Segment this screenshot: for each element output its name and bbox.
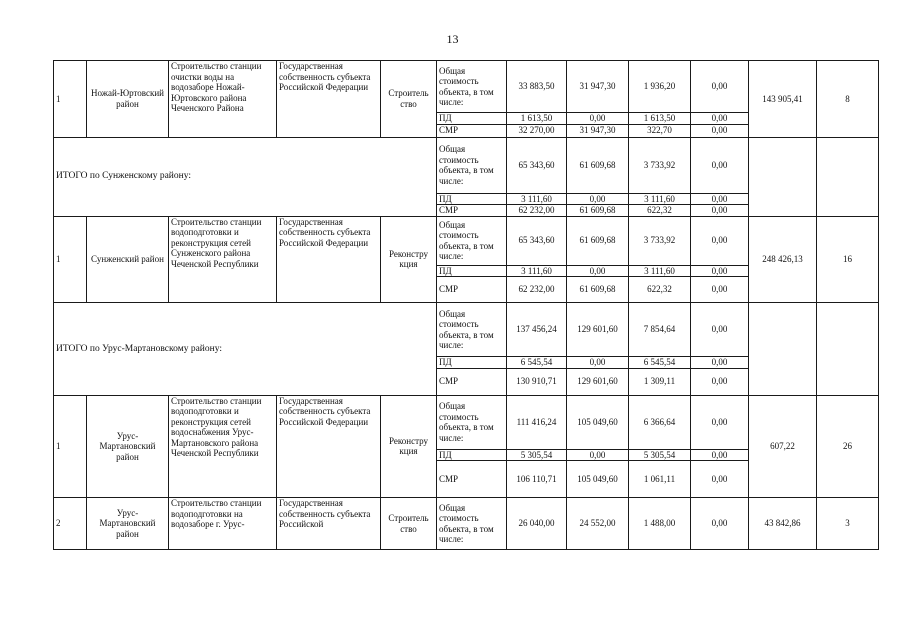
pd-value: 3 111,60 (629, 193, 691, 205)
total-value: 7 854,64 (629, 303, 691, 357)
total-label: Общая стоимость объекта, в том числе: (437, 216, 507, 265)
total-label: Общая стоимость объекта, в том числе: (437, 303, 507, 357)
total-value: 1 488,00 (629, 498, 691, 550)
total-label: Общая стоимость объекта, в том числе: (437, 395, 507, 449)
total-label: Общая стоимость объекта, в том числе: (437, 61, 507, 113)
pd-value: 0,00 (567, 265, 629, 277)
total-value: 3 733,92 (629, 216, 691, 265)
count-cell (817, 137, 879, 216)
smr-value: 106 110,71 (507, 461, 567, 498)
table-row (54, 137, 879, 193)
pd-value: 5 305,54 (507, 449, 567, 461)
district-cell: Урус-Мартановский район (87, 498, 169, 550)
count-cell (817, 303, 879, 396)
pd-value: 3 111,60 (507, 265, 567, 277)
smr-value: 1 061,11 (629, 461, 691, 498)
smr-value: 0,00 (691, 368, 749, 395)
work-type-cell: Строитель ство (381, 498, 437, 550)
pd-value: 6 545,54 (507, 357, 567, 369)
row-number: 1 (54, 61, 87, 138)
total-value: 65 343,60 (507, 216, 567, 265)
pd-value: 0,00 (691, 357, 749, 369)
ownership-cell: Государственная собственность субъекта Российской Федерации (277, 216, 381, 303)
total-value: 1 936,20 (629, 61, 691, 113)
pd-value: 0,00 (691, 193, 749, 205)
smr-value: 0,00 (691, 205, 749, 217)
total-value: 0,00 (691, 498, 749, 550)
ownership-cell: Государственная собственность субъекта Российской Федерации (277, 395, 381, 498)
summary-label: ИТОГО по Урус-Мартановскому району: (54, 303, 437, 396)
total-value: 111 416,24 (507, 395, 567, 449)
smr-value: 622,32 (629, 205, 691, 217)
smr-value: 0,00 (691, 124, 749, 137)
smr-value: 31 947,30 (567, 124, 629, 137)
capacity-cell: 607,22 (749, 395, 817, 498)
page-number: 13 (446, 32, 459, 46)
total-value: 0,00 (691, 395, 749, 449)
smr-value: 32 270,00 (507, 124, 567, 137)
count-cell: 3 (817, 498, 879, 550)
total-value: 24 552,00 (567, 498, 629, 550)
pd-value: 0,00 (567, 449, 629, 461)
pd-value: 0,00 (567, 193, 629, 205)
pd-label: ПД (437, 113, 507, 125)
smr-value: 322,70 (629, 124, 691, 137)
smr-value: 105 049,60 (567, 461, 629, 498)
capacity-cell (749, 137, 817, 216)
count-cell: 26 (817, 395, 879, 498)
pd-value: 3 111,60 (507, 193, 567, 205)
summary-label: ИТОГО по Сунженскому району: (54, 137, 437, 216)
smr-label: СМР (437, 461, 507, 498)
ownership-cell: Государственная собственность субъекта Российской (277, 498, 381, 550)
pd-label: ПД (437, 265, 507, 277)
object-name-cell: Строительство станции водоподготовки и реконструкция сетей Сунженского района Чеченской Республики (169, 216, 277, 303)
smr-label: СМР (437, 124, 507, 137)
total-value: 3 733,92 (629, 137, 691, 193)
table-row (54, 216, 879, 265)
row-number: 1 (54, 216, 87, 303)
pd-value: 0,00 (567, 113, 629, 125)
object-name-cell: Строительство станции водоподготовки и реконструкция сетей водоснабжения Урус-Мартановского района Чеченской Республики (169, 395, 277, 498)
pd-value: 6 545,54 (629, 357, 691, 369)
total-label: Общая стоимость объекта, в том числе: (437, 498, 507, 550)
work-type-cell: Реконстру кция (381, 395, 437, 498)
pd-value: 3 111,60 (629, 265, 691, 277)
work-type-cell: Реконстру кция (381, 216, 437, 303)
count-cell: 16 (817, 216, 879, 303)
total-value: 26 040,00 (507, 498, 567, 550)
total-value: 0,00 (691, 61, 749, 113)
district-cell: Сунженский район (87, 216, 169, 303)
pd-label: ПД (437, 357, 507, 369)
count-cell: 8 (817, 61, 879, 138)
district-cell: Урус-Мартановский район (87, 395, 169, 498)
total-value: 33 883,50 (507, 61, 567, 113)
smr-value: 129 601,60 (567, 368, 629, 395)
pd-value: 0,00 (691, 449, 749, 461)
capacity-cell: 248 426,13 (749, 216, 817, 303)
pd-value: 1 613,50 (629, 113, 691, 125)
pd-value: 1 613,50 (507, 113, 567, 125)
total-value: 137 456,24 (507, 303, 567, 357)
total-value: 0,00 (691, 303, 749, 357)
pd-label: ПД (437, 449, 507, 461)
total-value: 0,00 (691, 137, 749, 193)
smr-value: 61 609,68 (567, 205, 629, 217)
pd-value: 5 305,54 (629, 449, 691, 461)
table-row (54, 498, 879, 550)
row-number: 2 (54, 498, 87, 550)
smr-label: СМР (437, 277, 507, 303)
smr-value: 61 609,68 (567, 277, 629, 303)
total-value: 65 343,60 (507, 137, 567, 193)
smr-label: СМР (437, 205, 507, 217)
table-row (54, 303, 879, 357)
capacity-cell (749, 303, 817, 396)
total-value: 61 609,68 (567, 216, 629, 265)
total-value: 0,00 (691, 216, 749, 265)
total-value: 6 366,64 (629, 395, 691, 449)
row-number: 1 (54, 395, 87, 498)
smr-value: 130 910,71 (507, 368, 567, 395)
investment-table (53, 60, 879, 550)
smr-value: 0,00 (691, 277, 749, 303)
smr-label: СМР (437, 368, 507, 395)
district-cell: Ножай-Юртовский район (87, 61, 169, 138)
smr-value: 62 232,00 (507, 205, 567, 217)
total-value: 31 947,30 (567, 61, 629, 113)
capacity-cell: 143 905,41 (749, 61, 817, 138)
object-name-cell: Строительство станции водоподготовки на водозаборе г. Урус- (169, 498, 277, 550)
total-value: 105 049,60 (567, 395, 629, 449)
pd-value: 0,00 (691, 265, 749, 277)
object-name-cell: Строительство станции очистки воды на водозаборе Ножай-Юртовского района Чеченского Района (169, 61, 277, 138)
total-value: 61 609,68 (567, 137, 629, 193)
smr-value: 1 309,11 (629, 368, 691, 395)
table-row (54, 61, 879, 113)
ownership-cell: Государственная собственность субъекта Российской Федерации (277, 61, 381, 138)
work-type-cell: Строитель ство (381, 61, 437, 138)
table-row (54, 395, 879, 449)
capacity-cell: 43 842,86 (749, 498, 817, 550)
smr-value: 62 232,00 (507, 277, 567, 303)
total-label: Общая стоимость объекта, в том числе: (437, 137, 507, 193)
total-value: 129 601,60 (567, 303, 629, 357)
pd-value: 0,00 (691, 113, 749, 125)
pd-value: 0,00 (567, 357, 629, 369)
smr-value: 0,00 (691, 461, 749, 498)
pd-label: ПД (437, 193, 507, 205)
smr-value: 622,32 (629, 277, 691, 303)
